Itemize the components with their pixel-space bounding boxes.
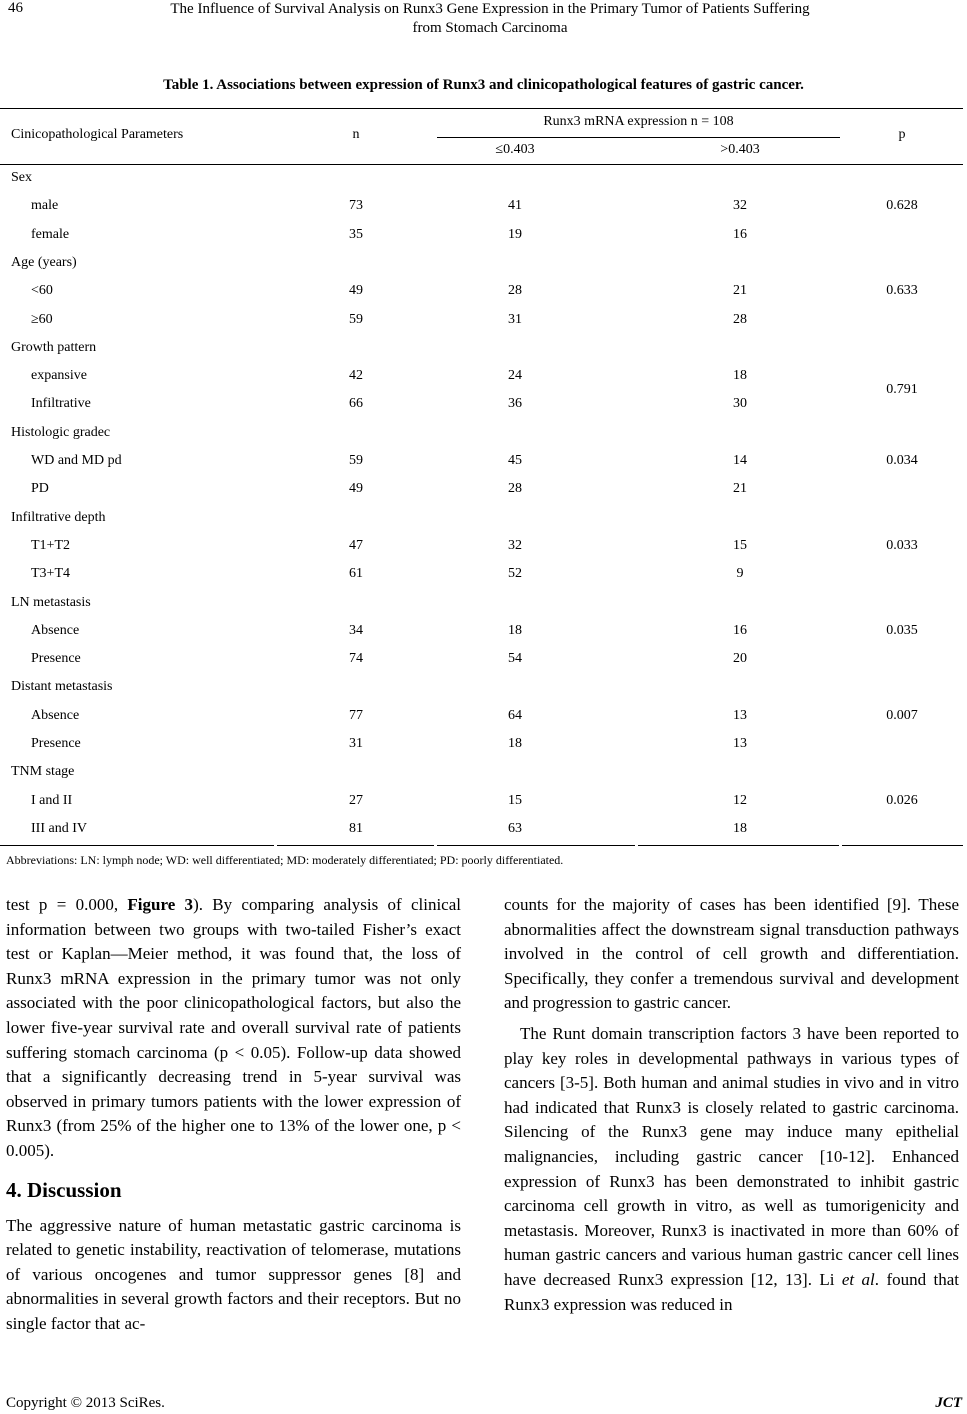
cell-high: 32 <box>733 198 747 214</box>
group-label: Sex <box>11 170 32 185</box>
row-label: Absence <box>31 622 80 638</box>
header-n: n <box>352 127 360 142</box>
cell-n: 59 <box>349 311 363 327</box>
row-label: ≥60 <box>31 311 53 327</box>
row-label: Presence <box>31 736 81 751</box>
table-bottom-rule-4 <box>638 845 839 846</box>
group-label: LN metastasis <box>11 594 91 610</box>
group-header-rule <box>437 137 840 138</box>
row-label: Infiltrative <box>31 396 91 412</box>
row-label: T3+T4 <box>31 566 70 582</box>
cell-p-value: 0.628 <box>886 198 918 214</box>
header-param: Cinicopathological Parameters <box>11 127 184 142</box>
table-bottom-rule-5 <box>842 845 963 846</box>
cell-p-value: 0.026 <box>886 792 918 808</box>
row-label: PD <box>31 481 49 497</box>
cell-n: 49 <box>349 481 363 497</box>
row-label: Absence <box>31 707 80 723</box>
cell-low: 15 <box>508 792 522 808</box>
cell-low: 19 <box>508 226 522 242</box>
text-run: The Runt domain transcription factors 3 have been reported to play key roles in developmental pathways in various types of cancers [3-5]. Both human and animal studies in vivo and in vitro had indicated that Runx3 is closely related to gastric carcinoma. Silencing of the Runx3 gene may induce many epithelial malignancies, including gastric cancer [10-12]. Enhanced expression of Runx3 has been demonstrated to inhibit gastric carcinoma cell growth in vitro, as well as tumorigenicity and metastasis. Moreover, Runx3 is inactivated in more than 60% of human gastric cancers and various human gastric cancer cell lines have decreased Runx3 expression [12, 13]. Li <box>504 1023 959 1289</box>
cell-high: 18 <box>733 368 747 384</box>
cell-high: 13 <box>733 736 747 751</box>
cell-low: 41 <box>508 198 522 214</box>
cell-low: 45 <box>508 453 522 468</box>
row-label: T1+T2 <box>31 537 70 553</box>
journal-abbrev: JCT <box>935 1395 962 1411</box>
cell-p-value: 0.007 <box>886 707 918 723</box>
header-group: Runx3 mRNA expression n = 108 <box>543 114 734 129</box>
left-column <box>6 893 461 1337</box>
text-run: test p = 0.000, <box>6 895 128 914</box>
text-run: . found that Runx3 expression was reduced in <box>504 1269 960 1314</box>
cell-n: 73 <box>349 198 363 214</box>
section-heading: 4. Discussion <box>6 1177 122 1202</box>
cell-p-value: 0.791 <box>886 382 918 398</box>
header-low: ≤0.403 <box>495 142 535 157</box>
cell-high: 21 <box>733 481 747 497</box>
group-label: Age (years) <box>11 254 77 270</box>
group-label: Infiltrative depth <box>11 509 106 525</box>
cell-n: 74 <box>349 651 363 667</box>
cell-low: 52 <box>508 566 522 582</box>
cell-n: 27 <box>349 792 363 808</box>
cell-low: 64 <box>508 707 522 723</box>
cell-high: 20 <box>733 651 747 667</box>
cell-low: 54 <box>508 651 522 667</box>
table-top-rule <box>0 108 963 109</box>
cell-n: 31 <box>349 736 363 751</box>
header-high: >0.403 <box>720 142 760 157</box>
running-header-line2: from Stomach Carcinoma <box>412 20 568 36</box>
cell-high: 14 <box>733 453 747 468</box>
et-al: et al <box>841 1269 875 1289</box>
page-number: 46 <box>8 0 23 16</box>
cell-n: 34 <box>349 622 363 638</box>
row-label: expansive <box>31 368 87 384</box>
table-bottom-rule-2 <box>277 845 434 846</box>
cell-high: 12 <box>733 792 747 808</box>
table-bottom-rule-1 <box>0 845 274 846</box>
cell-high: 16 <box>733 226 747 242</box>
cell-n: 49 <box>349 283 363 299</box>
group-label: Histologic gradec <box>11 424 111 440</box>
table-abbreviations: Abbreviations: LN: lymph node; WD: well differentiated; MD: moderately differentiated; PD: poorly differentiated. <box>6 853 564 867</box>
text-run: ). By comparing analysis of clinical information between two groups with two-tailed Fisher’s exact test or Kaplan—Meier method, it was found that, the loss of Runx3 mRNA expression in the primary tumor was not only associated with the poor clinicopathological factors, but also the lower five-year survival rate and overall survival rate of patients suffering stomach carcinoma (p < 0.05). Follow-up data showed that a significantly decreasing trend in 5-year survival was observed in primary tumors patients with the lower expression of Runx3 (from 25% of the higher one to 13% of the lower one, p < 0.005). <box>6 895 461 1160</box>
cell-low: 31 <box>508 311 522 327</box>
cell-low: 28 <box>508 283 522 299</box>
paragraph: The aggressive nature of human metastatic gastric carcinoma is related to genetic instability, reactivation of telomerase, mutations of various oncogenes and tumor suppressor genes [8] and abnormalities in several growth factors and their receptors. But no single factor that ac- <box>6 1215 461 1333</box>
cell-high: 15 <box>733 537 747 553</box>
cell-n: 77 <box>349 707 363 723</box>
group-label: TNM stage <box>11 764 75 780</box>
cell-n: 59 <box>349 453 363 468</box>
cell-high: 16 <box>733 622 747 638</box>
figure-reference: Figure 3 <box>127 895 194 914</box>
paragraph: counts for the majority of cases has been identified [9]. These abnormalities affect the downstream signal transduction pathways involved in the control of cell growth and differentiation. Specifically, they confer a tremendous survival and development and progression to gastric cancer. <box>504 895 959 1013</box>
cell-n: 61 <box>349 566 363 582</box>
cell-high: 21 <box>733 283 747 299</box>
cell-high: 30 <box>733 396 747 412</box>
cell-low: 63 <box>508 820 522 836</box>
cell-p-value: 0.633 <box>886 283 918 299</box>
cell-high: 9 <box>736 566 744 582</box>
cell-p-value: 0.035 <box>886 622 918 638</box>
cell-high: 18 <box>733 820 747 836</box>
header-bottom-rule <box>0 164 963 165</box>
running-header-line1: The Influence of Survival Analysis on Runx3 Gene Expression in the Primary Tumor of Patients Suffering <box>170 1 810 17</box>
copyright: Copyright © 2013 SciRes. <box>6 1395 165 1411</box>
cell-p-value: 0.033 <box>886 537 918 553</box>
row-label: III and IV <box>31 820 87 836</box>
group-label: Distant metastasis <box>11 679 113 695</box>
row-label: Presence <box>31 651 81 667</box>
cell-n: 35 <box>349 226 363 242</box>
cell-n: 47 <box>349 537 363 553</box>
paragraph <box>6 893 461 1164</box>
header-p: p <box>898 127 906 142</box>
row-label: <60 <box>31 283 53 299</box>
paragraph <box>504 1022 959 1317</box>
cell-n: 42 <box>349 368 363 384</box>
cell-p-value: 0.034 <box>886 453 918 468</box>
cell-low: 24 <box>508 368 522 384</box>
table-caption: Table 1. Associations between expression of Runx3 and clinicopathological features of gastric cancer. <box>163 77 804 93</box>
cell-low: 36 <box>508 396 522 412</box>
cell-n: 81 <box>349 820 363 836</box>
row-label: I and II <box>31 792 73 808</box>
cell-low: 18 <box>508 622 522 638</box>
right-column <box>504 893 959 1317</box>
cell-low: 32 <box>508 537 522 553</box>
cell-low: 28 <box>508 481 522 497</box>
group-label: Growth pattern <box>11 339 97 355</box>
cell-n: 66 <box>349 396 363 412</box>
cell-low: 18 <box>508 736 522 751</box>
cell-high: 28 <box>733 311 747 327</box>
row-label: male <box>31 198 59 214</box>
table-bottom-rule-3 <box>437 845 635 846</box>
row-label: WD and MD pd <box>31 453 122 468</box>
running-header <box>60 0 920 38</box>
row-label: female <box>31 226 70 242</box>
cell-high: 13 <box>733 707 747 723</box>
